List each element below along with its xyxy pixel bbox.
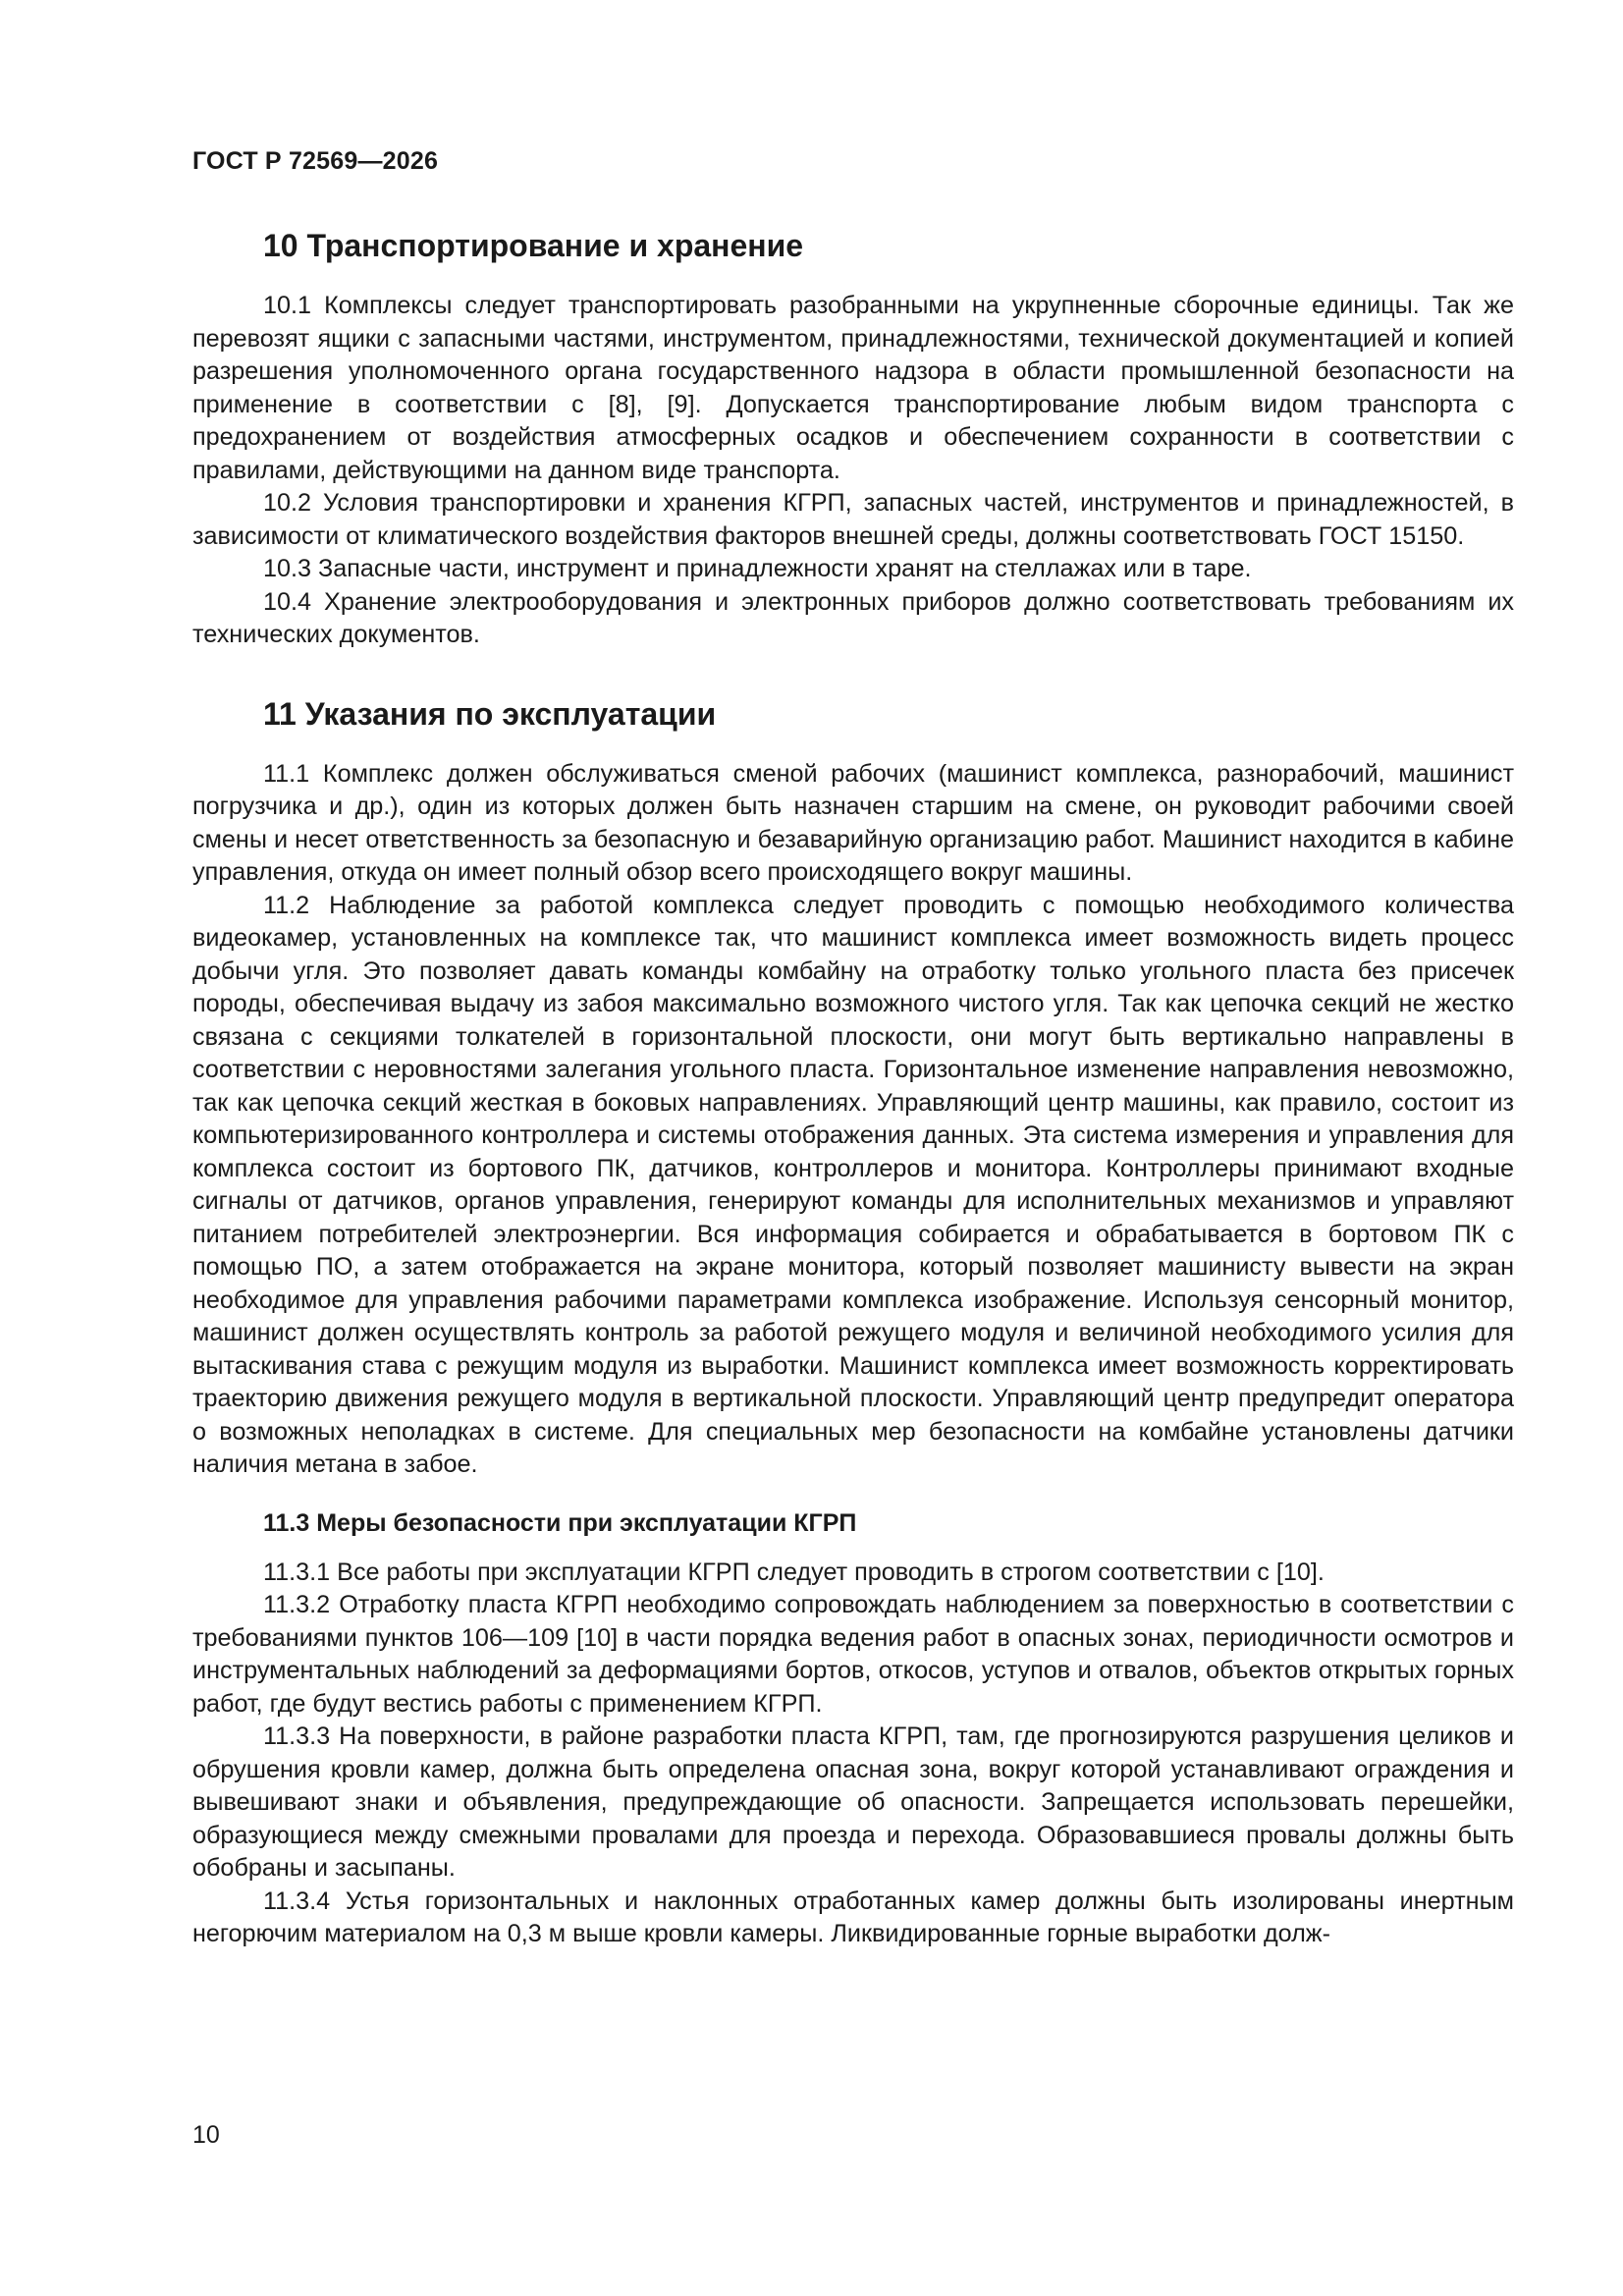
subsection-11-3-safety xyxy=(192,1507,1514,1951)
document-code-header: ГОСТ Р 72569—2026 xyxy=(192,147,439,175)
paragraph-11-3-4: 11.3.4 Устья горизонтальных и наклонных отработанных камер должны быть изолированы инертным негорючим материалом на 0,3 м выше кровли камеры. Ликвидированные горные выработки долж- xyxy=(192,1886,1514,1947)
paragraph-10-3: 10.3 Запасные части, инструмент и принадлежности хранят на стеллажах или в таре. xyxy=(263,555,1252,582)
subsection-heading: 11.3 Меры безопасности при эксплуатации КГРП xyxy=(263,1508,857,1537)
document-body xyxy=(192,221,1514,1951)
paragraph-11-3-3: 11.3.3 На поверхности, в районе разработки пласта КГРП, там, где прогнозируются разрушения целиков и обрушения кровли камер, должна быть определена опасная зона, вокруг которой устанавливают ограждения и вывешивают знаки и объявления, предупреждающие об опасности. Запрещается использовать перешейки, образующиеся между смежными провалами для проезда и перехода. Образовавшиеся провалы должны быть обобраны и засыпаны. xyxy=(192,1722,1514,1882)
section-10-transport-storage xyxy=(192,221,1514,652)
section-11-operation xyxy=(192,689,1514,1482)
paragraph-11-1: 11.1 Комплекс должен обслуживаться сменой рабочих (машинист комплекса, разнорабочий, машинист погрузчика и др.), один из которых должен быть назначен старшим на смене, он руководит рабочими своей смены и несет ответственность за безопасную и безаварийную организацию работ. Машинист находится в кабине управления, откуда он имеет полный обзор всего происходящего вокруг машины. xyxy=(192,759,1514,886)
paragraph-11-3-1: 11.3.1 Все работы при эксплуатации КГРП следует проводить в строгом соответствии с [10]. xyxy=(263,1558,1325,1586)
paragraph-10-1: 10.1 Комплексы следует транспортировать разобранными на укрупненные сборочные единицы. Так же перевозят ящики с запасными частями, инструментом, принадлежностями, технической документацией и копией разрешения уполномоченного органа государственного надзора в области промышленной безопасности на применение в соответствии с [8], [9]. Допускается транспортирование любым видом транспорта с предохранением от воздействия атмосферных осадков и обеспечением сохранности в соответствии с правилами, действующими на данном виде транспорта. xyxy=(192,292,1514,484)
section-heading: 11 Указания по эксплуатации xyxy=(263,695,717,732)
paragraph-11-2: 11.2 Наблюдение за работой комплекса следует проводить с помощью необходимого количества видеокамер, установленных на комплексе так, что машинист комплекса имеет возможность видеть процесс добычи угля. Это позволяет давать команды комбайну на отработку только угольного пласта без присечек породы, обеспечивая выдачу из забоя максимально возможного чистого угля. Так как цепочка секций не жестко связана с секциями толкателей в горизонтальной плоскости, они могут быть вертикально направлены в соответствии с неровностями залегания угольного пласта. Горизонтальное изменение направления невозможно, так как цепочка секций жесткая в боковых направлениях. Управляющий центр машины, как правило, состоит из компьютеризированного контроллера и системы отображения данных. Эта система измерения и управления для комплекса состоит из бортового ПК, датчиков, контроллеров и монитора. Контроллеры принимают входные сигналы от датчиков, органов управления, генерируют команды для исполнительных механизмов и управляют питанием потребителей электроэнергии. Вся информация собирается и обрабатывается в бортовом ПК с помощью ПО, а затем отображается на экране монитора, который позволяет машинисту вывести на экран необходимое для управления рабочими параметрами комплекса изображение. Используя сенсорный монитор, машинист должен осуществлять контроль за работой режущего модуля и величиной необходимого усилия для вытаскивания става с режущим модуля из выработки. Машинист комплекса имеет возможность корректировать траекторию движения режущего модуля в вертикальной плоскости. Управляющий центр предупредит оператора о возможных неполадках в системе. Для специальных мер безопасности на комбайне установлены датчики наличия метана в забое. xyxy=(192,891,1514,1478)
section-heading: 10 Транспортирование и хранение xyxy=(263,228,804,263)
page-number: 10 xyxy=(192,2121,220,2149)
paragraph-10-2: 10.2 Условия транспортировки и хранения КГРП, запасных частей, инструментов и принадлежностей, в зависимости от климатического воздействия факторов внешней среды, должны соответствовать ГОСТ 15150. xyxy=(192,489,1514,550)
paragraph-10-4: 10.4 Хранение электрооборудования и электронных приборов должно соответствовать требованиям их технических документов. xyxy=(192,587,1514,648)
paragraph-11-3-2: 11.3.2 Отработку пласта КГРП необходимо сопровождать наблюдением за поверхностью в соответствии с требованиями пунктов 106—109 [10] в части порядка ведения работ в опасных зонах, периодичности осмотров и инструментальных наблюдений за деформациями бортов, откосов, уступов и отвалов, объектов открытых горных работ, где будут вестись работы с применением КГРП. xyxy=(192,1591,1514,1718)
